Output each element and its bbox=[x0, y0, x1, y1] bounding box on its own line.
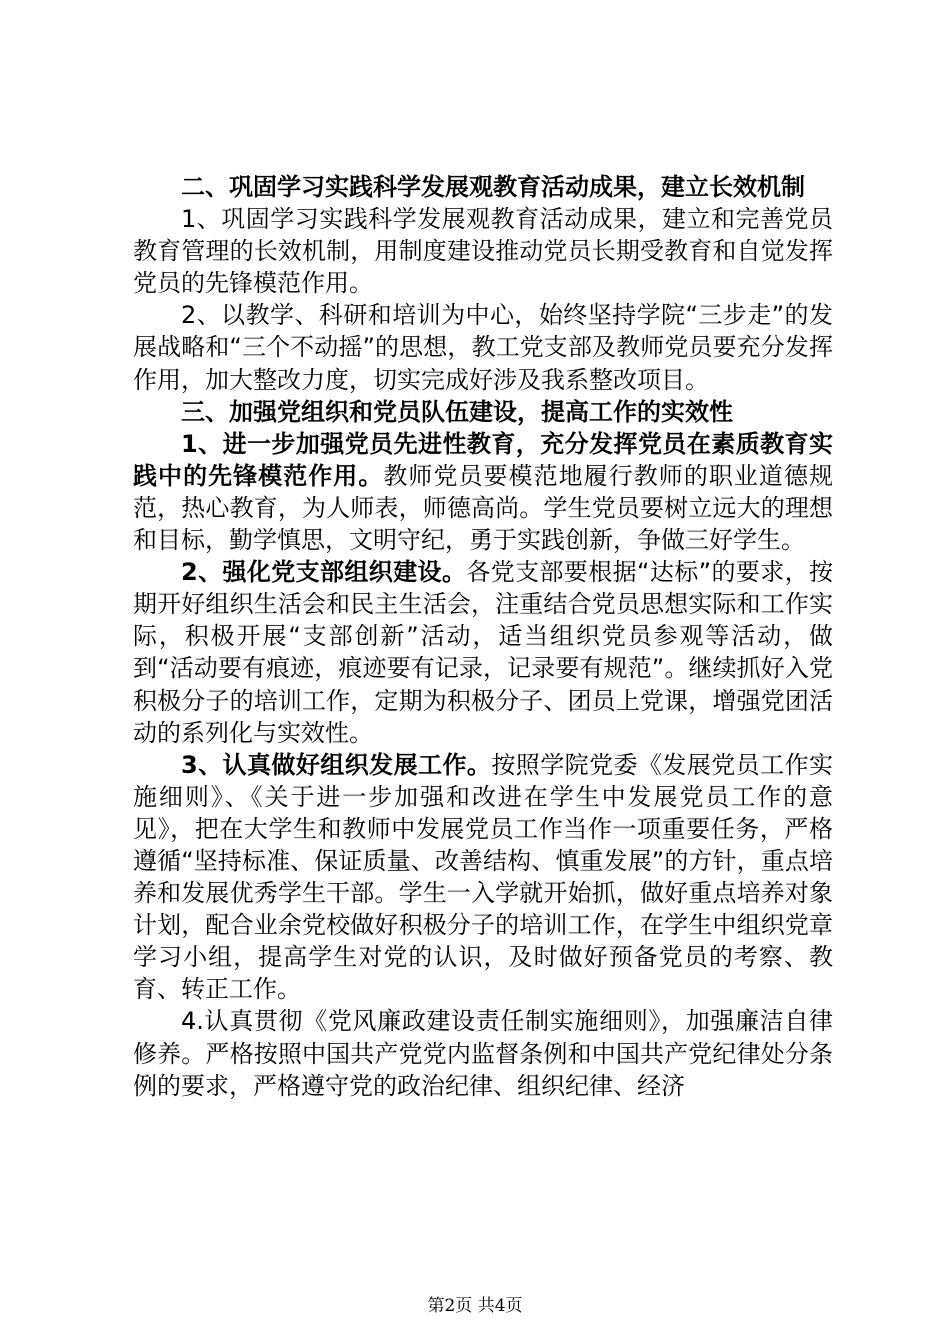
document-body bbox=[133, 171, 833, 1102]
body-paragraph-2-1: 1、巩固学习实践科学发展观教育活动成果，建立和完善党员教育管理的长效机制，用制度建设推动党员长期受教育和自觉发挥党员的先锋模范作用。 bbox=[133, 205, 833, 298]
body-paragraph-2-2: 2、以教学、科研和培训为中心，始终坚持学院“三步走”的发展战略和“三个不动摇”的思想，教工党支部及教师党员要充分发挥作用，加大整改力度，切实完成好涉及我系整改项目。 bbox=[133, 301, 833, 394]
paragraph-lead: 2、强化党支部组织建设。 bbox=[181, 558, 467, 587]
page-footer: 第2页 共4页 bbox=[427, 1296, 523, 1316]
paragraph-lead: 1、进一步加强党员先进性教育，充分发挥党员在素质教育实践中的先锋模范作用。 bbox=[133, 429, 833, 490]
section-heading-2: 二、巩固学习实践科学发展观教育活动成果，建立长效机制 bbox=[181, 173, 805, 201]
section-heading-3: 三、加强党组织和党员队伍建设，提高工作的实效性 bbox=[181, 397, 733, 426]
paragraph-lead: 3、认真做好组织发展工作。 bbox=[181, 750, 492, 779]
paragraph-rest: 按照学院党委《发展党员工作实施细则》、《关于进一步加强和改进在学生中发展党员工作的意见》，把在大学生和教师中发展党员工作当作一项重要任务，严格遵循“坚持标准、保证质量、改善结构、慎重发展”的方针，重点培养和发展优秀学生干部。学生一入学就开始抓，做好重点培养对象计划，配合业余党校做好积极分子的培训工作，在学生中组织党章学习小组，提高学生对党的认识，及时做好预备党员的考察、教育、转正工作。 bbox=[133, 750, 834, 1004]
body-paragraph-3-1 bbox=[133, 428, 833, 556]
body-paragraph-3-3 bbox=[133, 749, 833, 1006]
body-paragraph-3-2 bbox=[133, 556, 833, 749]
paragraph-rest: 各党支部要根据“达标”的要求，按期开好组织生活会和民主生活会，注重结合党员思想实际和工作实际，积极开展“支部创新”活动，适当组织党员参观等活动，做到“活动要有痕迹，痕迹要有记录，记录要有规范”。继续抓好入党积极分子的培训工作，定期为积极分子、团员上党课，增强党团活动的系列化与实效性。 bbox=[133, 558, 833, 747]
body-paragraph-3-4: 4.认真贯彻《党风廉政建设责任制实施细则》，加强廉洁自律修养。严格按照中国共产党党内监督条例和中国共产党纪律处分条例的要求，严格遵守党的政治纪律、组织纪律、经济 bbox=[133, 1007, 833, 1100]
paragraph-rest: 教师党员要模范地履行教师的职业道德规范，热心教育，为人师表，师德高尚。学生党员要树立远大的理想和目标，勤学慎思，文明守纪，勇于实践创新，争做三好学生。 bbox=[133, 461, 834, 555]
